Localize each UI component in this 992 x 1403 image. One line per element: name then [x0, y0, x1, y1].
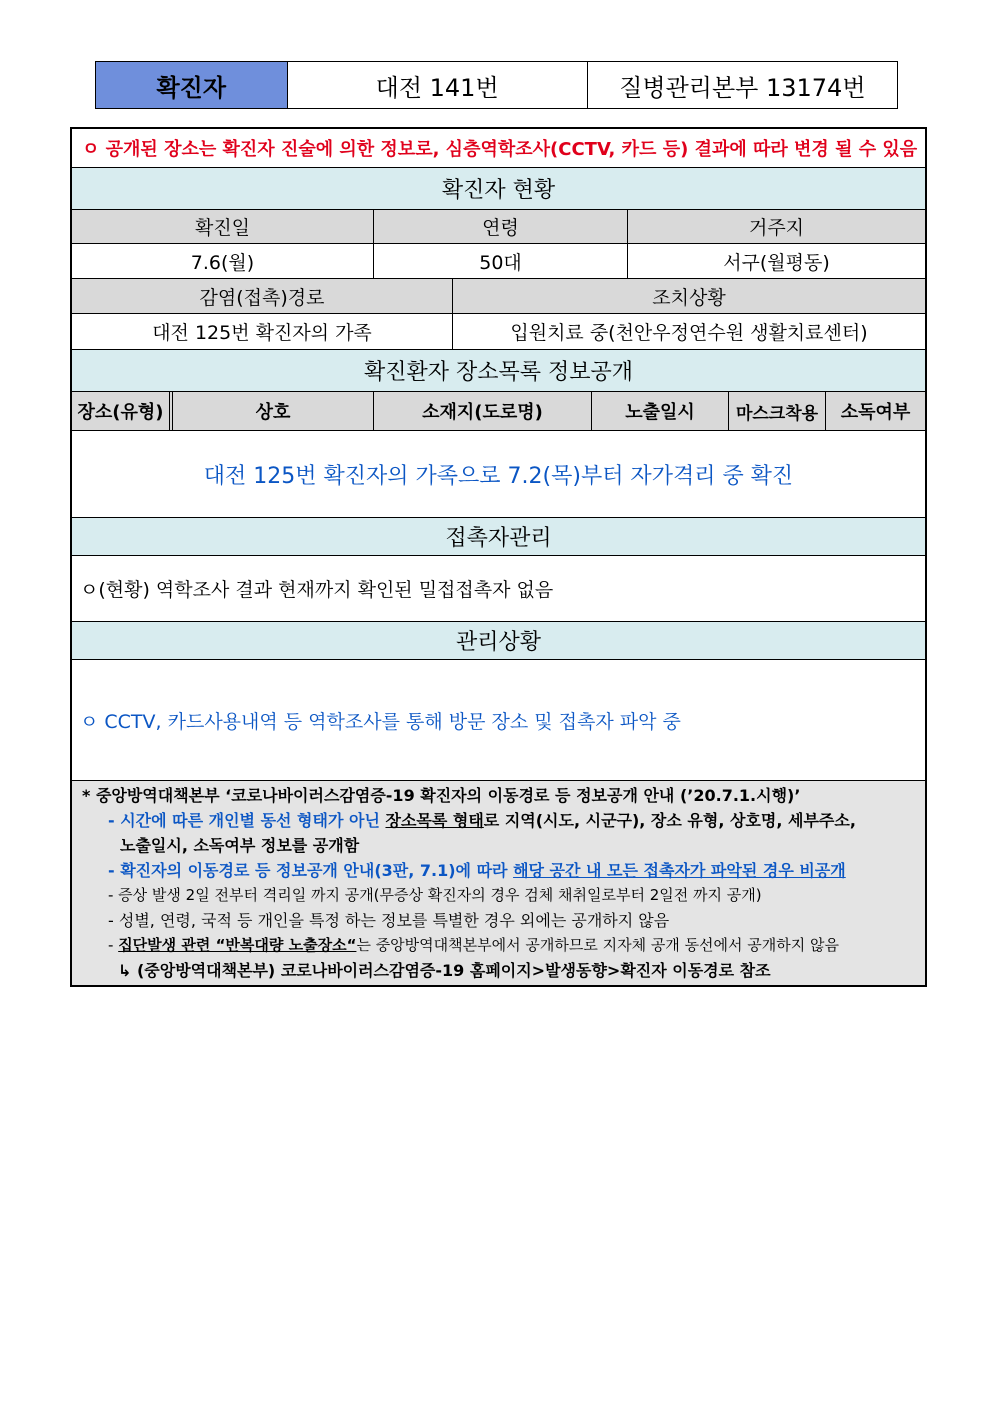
- notes-line-3b: 해당 공간 내 모든 접촉자가 파악된 경우 비공개: [513, 861, 846, 880]
- notice-text: ㅇ 공개된 장소는 확진자 진술에 의한 정보로, 심층역학조사(CCTV, 카드 등) 결과에 따라 변경 될 수 있음: [82, 139, 918, 160]
- contacts-section-title: [72, 518, 925, 556]
- notes-line-1: [82, 808, 925, 833]
- contacts-content-row: [72, 556, 925, 622]
- notes-title: * 중앙방역대책본부 ‘코로나바이러스감염증-19 확진자의 이동경로 등 정보공개 안내 (’20.7.1.시행)’: [82, 786, 801, 805]
- route-value: 대전 125번 확진자의 가족: [72, 314, 453, 349]
- notes-line-4: - 증상 발생 2일 전부터 격리일 까지 공개(무증상 확진자의 경우 검체 채취일로부터 2일전 까지 공개): [108, 886, 762, 904]
- residence-value: 서구(월평동): [723, 251, 830, 274]
- management-title-text: 관리상황: [455, 630, 541, 655]
- residence-header: 거주지: [748, 217, 805, 239]
- notice-row: [72, 129, 925, 168]
- places-title-text: 확진환자 장소목록 정보공개: [363, 360, 633, 385]
- notes-line-1c: 로 지역(시도, 시군구), 장소 유형, 상호명, 세부주소,: [483, 811, 856, 830]
- status-value-row: [72, 244, 925, 279]
- management-content: ㅇ CCTV, 카드사용내역 등 역학조사를 통해 방문 장소 및 접촉자 파악 중: [80, 710, 681, 733]
- confirm-date-value: 7.6(월): [72, 244, 374, 278]
- notes-line-6a: -: [108, 936, 119, 954]
- business-name-header: 상호: [173, 392, 374, 430]
- notes-line-3a: - 확진자의 이동경로 등 정보공개 안내(3판, 7.1)에 따라: [108, 861, 514, 880]
- case-header: [95, 61, 898, 109]
- notes-line-6c: 는 중앙방역대책본부에서 공개하므로 지자체 공개 동선에서 공개하지 않음: [356, 936, 840, 954]
- header-label: 확진자: [96, 62, 288, 108]
- age-value: 50대: [374, 244, 628, 278]
- disinfection-header: 소독여부: [840, 402, 911, 423]
- notes-line-1a: - 시간에 따른 개인별 동선 형태가 아닌: [108, 811, 386, 830]
- mask-header: 마스크착용: [729, 392, 826, 430]
- places-content: 대전 125번 확진자의 가족으로 7.2(목)부터 자가격리 중 확진: [203, 463, 794, 489]
- age-header: 연령: [374, 210, 628, 243]
- status-title-text: 확진자 현황: [441, 178, 556, 203]
- places-content-row: [72, 431, 925, 518]
- action-header: 조치상황: [652, 286, 726, 309]
- places-header-row: [72, 392, 925, 431]
- case-number: 대전 141번: [288, 62, 588, 108]
- case-info-table: [70, 127, 927, 987]
- notes-line-6: [82, 933, 925, 958]
- notes-line-7: ↳ (중앙방역대책본부) 코로나바이러스감염증-19 홈페이지>발생동향>확진자 이동경로 참조: [118, 961, 771, 980]
- notes-line-6b: 집단발생 관련 “반복대량 노출장소“: [118, 936, 357, 954]
- places-section-title: [72, 350, 925, 392]
- status-section-title: [72, 168, 925, 210]
- route-header: 감염(접촉)경로: [72, 279, 453, 313]
- place-type-header: 장소(유형): [72, 392, 173, 430]
- notes-line-1b: 장소목록 형태: [385, 811, 484, 830]
- route-header-row: [72, 279, 925, 314]
- address-header: 소재지(도로명): [374, 392, 592, 430]
- disclosure-notes: [72, 781, 925, 985]
- status-header-row: [72, 210, 925, 244]
- contacts-content: ㅇ(현황) 역학조사 결과 현재까지 확인된 밀접접촉자 없음: [80, 579, 554, 601]
- action-value: 입원치료 중(천안우정연수원 생활치료센터): [510, 322, 868, 344]
- contacts-title-text: 접촉자관리: [445, 526, 552, 551]
- confirm-date-header: 확진일: [72, 210, 374, 243]
- route-value-row: [72, 314, 925, 350]
- management-content-row: [72, 660, 925, 781]
- notes-line-5: - 성별, 연령, 국적 등 개인을 특정 하는 정보를 특별한 경우 외에는 공개하지 않음: [108, 911, 670, 930]
- kdca-number: 질병관리본부 13174번: [619, 73, 866, 102]
- notes-line-3: [82, 858, 925, 883]
- management-section-title: [72, 622, 925, 660]
- notes-line-2: 노출일시, 소독여부 정보를 공개함: [120, 836, 360, 855]
- exposure-time-header: 노출일시: [592, 392, 729, 430]
